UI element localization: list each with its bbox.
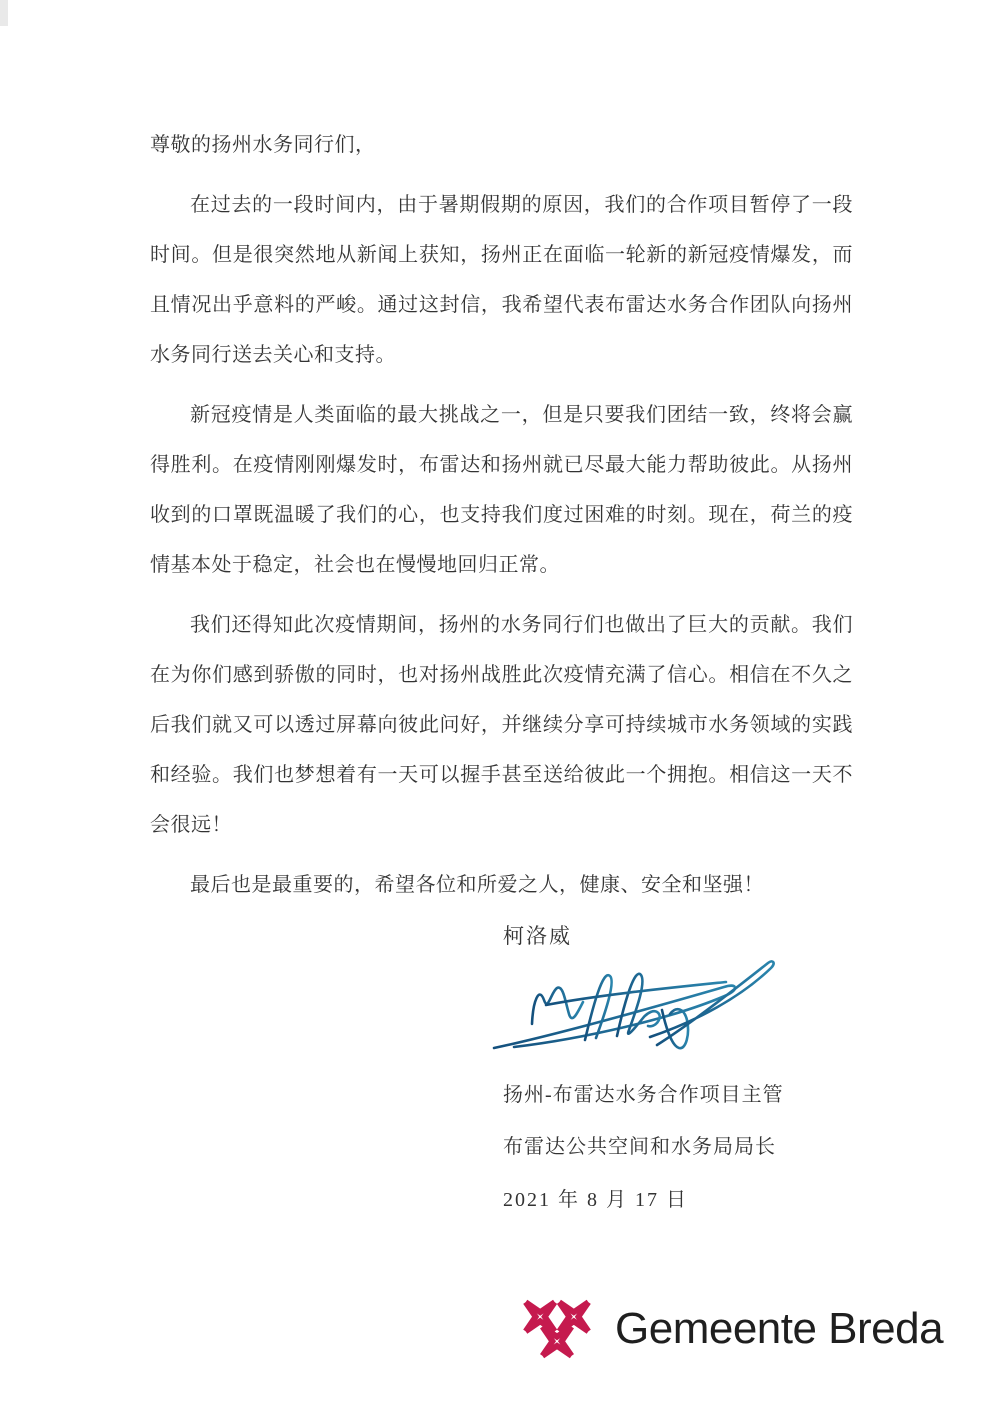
letter-paragraph: 最后也是最重要的，希望各位和所爱之人，健康、安全和坚强！ [190, 874, 764, 896]
handwritten-signature-ink [486, 948, 782, 1060]
letter-greeting: 尊敬的扬州水务同行们， [150, 134, 376, 156]
signature-name: 柯洛威 [503, 924, 572, 948]
letter-paragraph: 我们还得知此次疫情期间，扬州的水务同行们也做出了巨大的贡献。我们在为你们感到骄傲的同时，也对扬州战胜此次疫情充满了信心。相信在不久之后我们就又可以透过屏幕向彼此问好，并继续分享可持续城市水务领域的实践和经验。我们也梦想着有一天可以握手甚至送给彼此一个拥抱。相信这一天不会很远！ [150, 614, 853, 836]
breda-three-crosses-icon [522, 1299, 592, 1359]
logo-wordmark: Gemeente Breda [615, 1304, 944, 1353]
letter-paragraph: 新冠疫情是人类面临的最大挑战之一，但是只要我们团结一致，终将会赢得胜利。在疫情刚刚爆发时，布雷达和扬州就已尽最大能力帮助彼此。从扬州收到的口罩既温暖了我们的心，也支持我们度过困难的时刻。现在，荷兰的疫情基本处于稳定，社会也在慢慢地回归正常。 [150, 404, 853, 576]
signature-title-department: 布雷达公共空间和水务局局长 [503, 1136, 776, 1158]
signature-title-project: 扬州-布雷达水务合作项目主管 [503, 1084, 784, 1106]
signature-date: 2021 年 8 月 17 日 [503, 1189, 688, 1211]
letter-body [150, 120, 853, 910]
letter-paragraph: 在过去的一段时间内，由于暑期假期的原因，我们的合作项目暂停了一段时间。但是很突然地从新闻上获知，扬州正在面临一轮新的新冠疫情爆发，而且情况出乎意料的严峻。通过这封信，我希望代表布雷达水务合作团队向扬州水务同行送去关心和支持。 [150, 194, 853, 366]
scan-edge-artifact [0, 0, 8, 26]
gemeente-breda-logo [522, 1299, 943, 1359]
